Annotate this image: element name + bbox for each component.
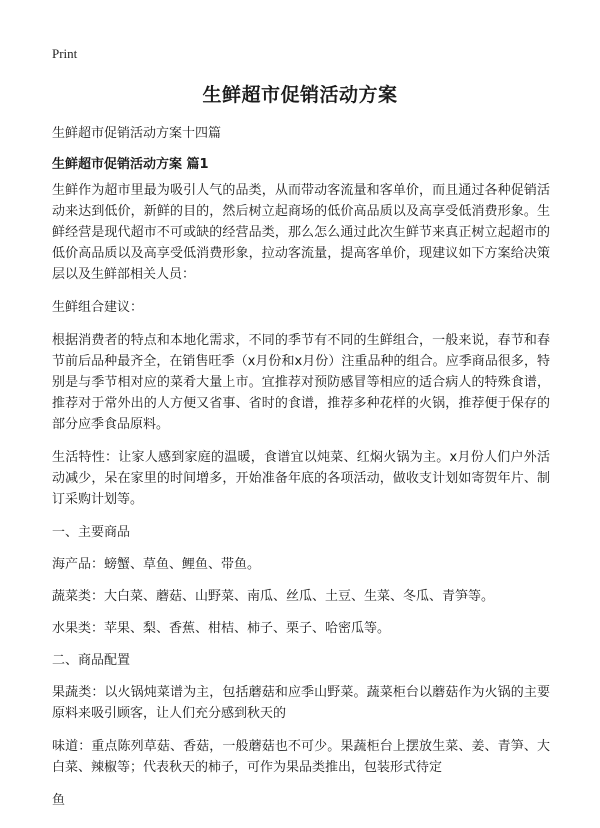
paragraph-fruits: 水果类：苹果、梨、香蕉、柑桔、柿子、栗子、哈密瓜等。 (52, 621, 391, 636)
section-heading: 生鲜超市促销活动方案 篇1 (52, 157, 209, 172)
document-title: 生鲜超市促销活动方案 (202, 84, 398, 106)
paragraph-intro: 生鲜作为超市里最为吸引人气的品类，从而带动客流量和客单价，而且通过各种促销活动来达到低价，新鲜的目的，然后树立起商场的低价高品质以及高享受低消费形象。生鲜经营是现代超市不可或缺的经营品类，那么怎么通过此次生鲜节来真正树立起超市的低价高品质以及高享受低消费形象，拉动客流量，提高客单价，现建议如下方案给决策层以及生鲜部相关人员： (52, 183, 550, 282)
print-link[interactable]: Print (52, 46, 78, 61)
paragraph-fish: 鱼 (52, 793, 66, 808)
paragraph-flavor: 味道：重点陈列草菇、香菇，一般蘑菇也不可少。果蔬柜台上摆放生菜、姜、青笋、大白菜、辣椒等；代表秋天的柿子，可作为果品类推出，包装形式待定 (52, 739, 550, 775)
paragraph-seafood: 海产品：螃蟹、草鱼、鲤鱼、带鱼。 (52, 557, 261, 572)
paragraph-combo-advice: 根据消费者的特点和本地化需求，不同的季节有不同的生鲜组合，一般来说，春节和春节前后品种最齐全，在销售旺季（x月份和x月份）注重品种的组合。应季商品很多，特别是与季节相对应的菜肴大量上市。宜推荐对预防感冒等相应的适合病人的特殊食谱，推荐对于常外出的人方便又省事、省时的食谱，推荐多种花样的火锅，推荐便于保存的部分应季食品原料。 (52, 333, 550, 432)
paragraph-produce: 果蔬类：以火锅炖菜谱为主，包括蘑菇和应季山野菜。蔬菜柜台以蘑菇作为火锅的主要原料来吸引顾客，让人们充分感到秋天的 (52, 685, 550, 721)
paragraph-config-heading: 二、商品配置 (52, 653, 131, 668)
paragraph-vegetables: 蔬菜类：大白菜、蘑菇、山野菜、南瓜、丝瓜、土豆、生菜、冬瓜、青笋等。 (52, 589, 495, 604)
paragraph-lifestyle: 生活特性：让家人感到家庭的温暖，食谱宜以炖菜、红焖火锅为主。x月份人们户外活动减少，呆在家里的时间增多，开始准备年底的各项活动，做收支计划如寄贺年片、制订采购计划等。 (52, 450, 550, 507)
paragraph-combo-heading: 生鲜组合建议： (52, 300, 144, 315)
document-body (52, 180, 550, 811)
paragraph-main-products-heading: 一、主要商品 (52, 525, 131, 540)
document-subtitle: 生鲜超市促销活动方案十四篇 (52, 126, 222, 141)
